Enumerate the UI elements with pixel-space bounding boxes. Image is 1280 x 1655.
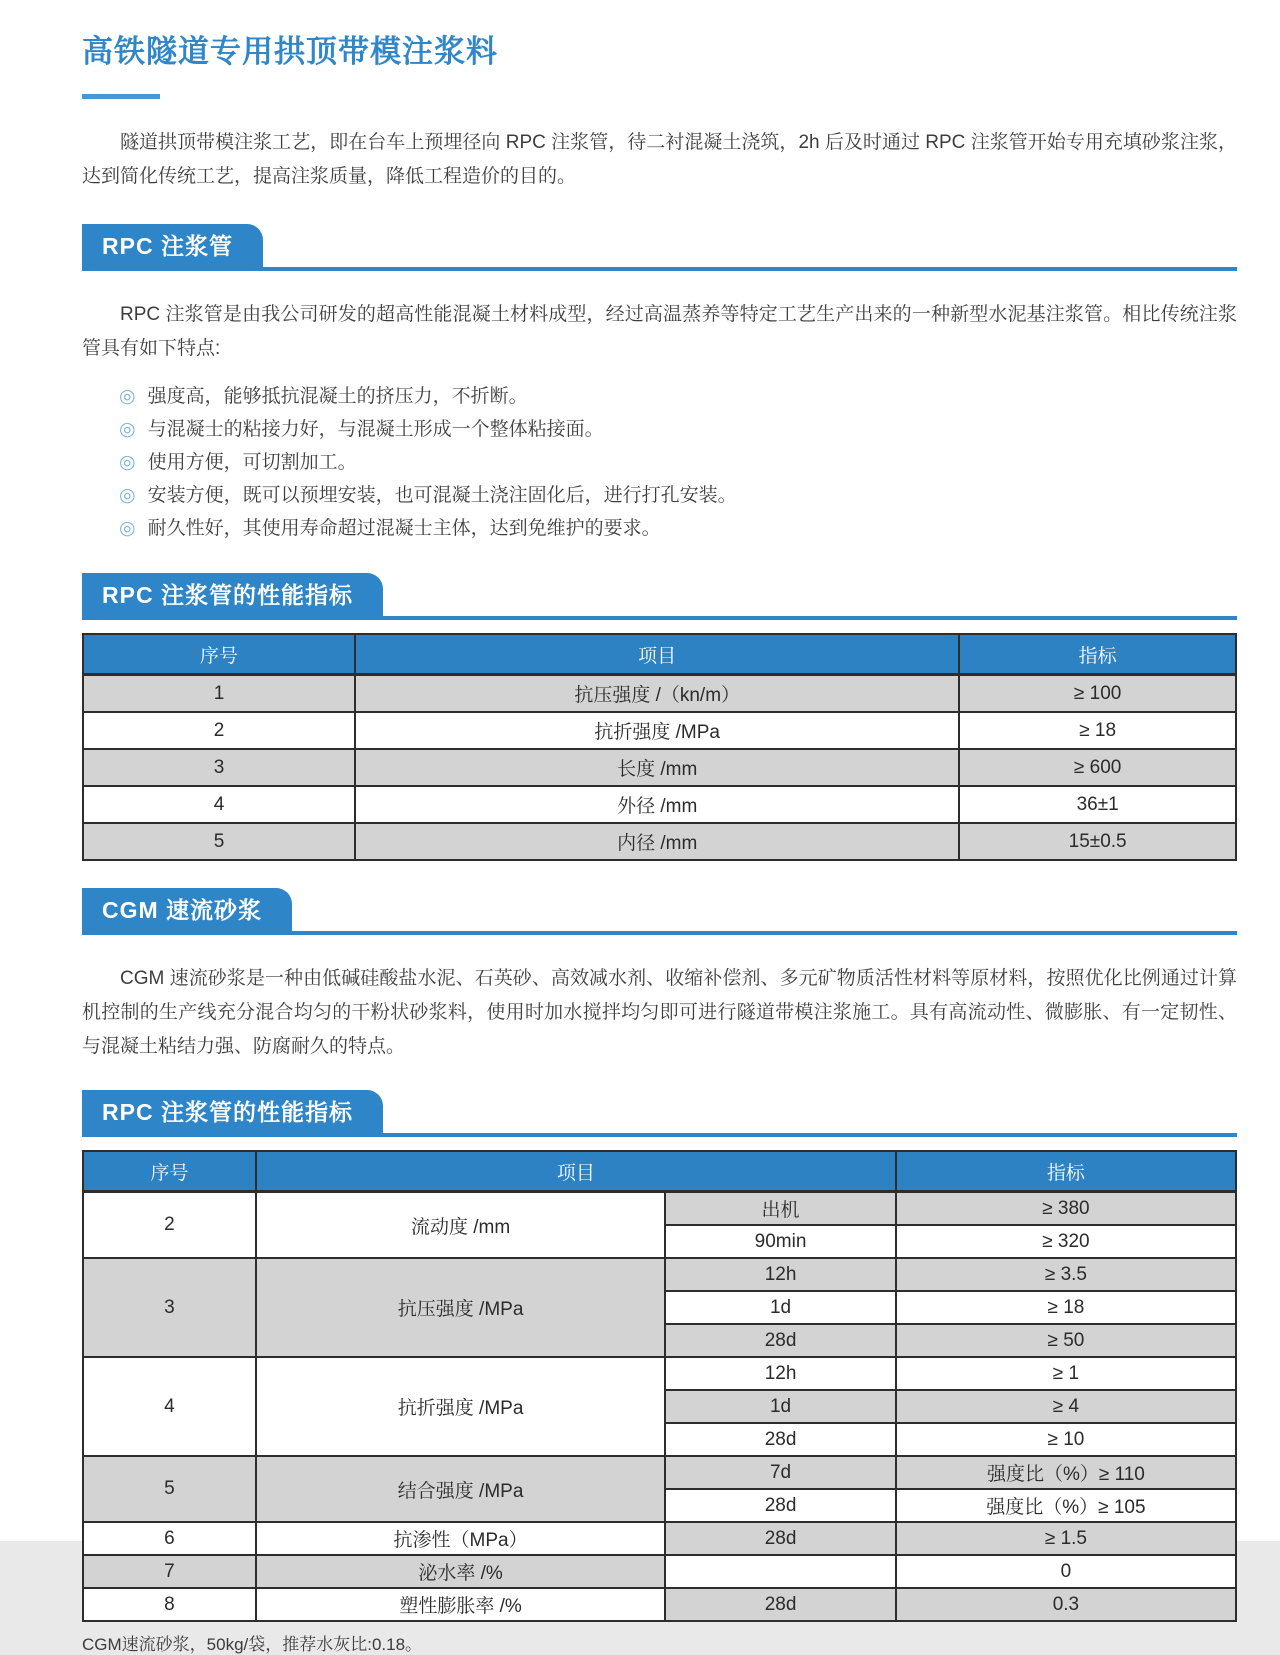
cell-no: 4 [83, 1357, 256, 1456]
page-title: 高铁隧道专用拱顶带模注浆料 [82, 34, 498, 69]
section-cgm-table-header-row [82, 1090, 1237, 1137]
feature-text: 强度高，能够抵抗混凝土的挤压力，不折断。 [147, 386, 528, 407]
cell-condition: 7d [665, 1456, 896, 1489]
bullet-icon: ◎ [119, 419, 136, 440]
col-header-no: 序号 [83, 1151, 256, 1192]
table-row [83, 712, 1236, 749]
feature-text: 耐久性好，其使用寿命超过混凝士主体，达到免维护的要求。 [147, 518, 661, 539]
cell-condition [665, 1555, 896, 1588]
table-row [83, 1192, 1236, 1226]
table-row [83, 823, 1236, 860]
cgm-performance-table [82, 1150, 1237, 1622]
footnote: CGM速流砂浆，50kg/袋，推荐水灰比:0.18。 [82, 1635, 423, 1654]
rpc-table-head [83, 634, 1236, 675]
cgm-table-head [83, 1151, 1236, 1192]
bullet-icon: ◎ [119, 386, 136, 407]
cell-index: ≥ 380 [896, 1192, 1236, 1226]
cell-no: 5 [83, 823, 355, 860]
cell-index: ≥ 3.5 [896, 1258, 1236, 1291]
col-header-index: 指标 [896, 1151, 1236, 1192]
bullet-icon: ◎ [119, 485, 136, 506]
section-cgm-header-row [82, 888, 1237, 935]
cell-condition: 12h [665, 1258, 896, 1291]
cell-index: ≥ 320 [896, 1225, 1236, 1258]
cell-index: ≥ 100 [959, 675, 1236, 713]
cell-no: 3 [83, 1258, 256, 1357]
bullet-icon: ◎ [119, 518, 136, 539]
feature-text: 使用方便，可切割加工。 [147, 452, 357, 473]
cell-item: 抗折强度 /MPa [355, 712, 959, 749]
rpc-pipe-description: RPC 注浆管是由我公司研发的超高性能混凝土材料成型，经过高温蒸养等特定工艺生产出来的一种新型水泥基注浆管。相比传统注浆管具有如下特点: [82, 304, 1237, 359]
cell-no: 2 [83, 1192, 256, 1259]
cell-item: 内径 /mm [355, 823, 959, 860]
table-row [83, 1456, 1236, 1489]
cell-no: 4 [83, 786, 355, 823]
table-row [83, 1357, 1236, 1390]
cell-item: 塑性膨胀率 /% [256, 1588, 665, 1621]
feature-text: 安装方便，既可以预埋安装，也可混凝土浇注固化后，进行打孔安装。 [147, 485, 737, 506]
cell-no: 7 [83, 1555, 256, 1588]
feature-item [119, 479, 1237, 512]
cell-condition: 28d [665, 1588, 896, 1621]
cell-index: ≥ 600 [959, 749, 1236, 786]
table-row [83, 1522, 1236, 1555]
cell-item: 抗折强度 /MPa [256, 1357, 665, 1456]
cell-index: ≥ 4 [896, 1390, 1236, 1423]
table-row [83, 786, 1236, 823]
cell-condition: 28d [665, 1489, 896, 1522]
cell-item: 外径 /mm [355, 786, 959, 823]
cell-index: 0 [896, 1555, 1236, 1588]
section-heading-rpc-pipe: RPC 注浆管 [82, 224, 263, 267]
cgm-table-body [83, 1192, 1236, 1622]
section-heading-rpc-table: RPC 注浆管的性能指标 [82, 573, 383, 616]
feature-item [119, 512, 1237, 545]
section-heading-cgm-table: RPC 注浆管的性能指标 [82, 1090, 383, 1133]
cell-no: 5 [83, 1456, 256, 1522]
cell-condition: 28d [665, 1423, 896, 1456]
section-heading-cgm: CGM 速流砂浆 [82, 888, 292, 931]
table-row [83, 675, 1236, 713]
section-rpc-pipe-header-row [82, 224, 1237, 271]
cell-index: ≥ 10 [896, 1423, 1236, 1456]
feature-text: 与混凝士的粘接力好，与混凝土形成一个整体粘接面。 [147, 419, 604, 440]
col-header-item: 项目 [355, 634, 959, 675]
cgm-description: CGM 速流砂浆是一种由低碱硅酸盐水泥、石英砂、高效减水剂、收缩补偿剂、多元矿物质活性材料等原材料，按照优化比例通过计算机控制的生产线充分混合均匀的干粉状砂浆料，使用时加水搅拌均匀即可进行隧道带模注浆施工。具有高流动性、微膨胀、有一定韧性、与混凝土粘结力强、防腐耐久的特点。 [82, 968, 1237, 1057]
intro-paragraph: 隧道拱顶带模注浆工艺，即在台车上预埋径向 RPC 注浆管，待二衬混凝土浇筑，2h 后及时通过 RPC 注浆管开始专用充填砂浆注浆，达到简化传统工艺，提高注浆质量，降低工程造价的目的。 [82, 132, 1237, 187]
cell-index: ≥ 1 [896, 1357, 1236, 1390]
cell-no: 2 [83, 712, 355, 749]
table-row [83, 1555, 1236, 1588]
cell-no: 1 [83, 675, 355, 713]
table-row [83, 749, 1236, 786]
table-row [83, 1258, 1236, 1291]
section-rpc-table-header-row [82, 573, 1237, 620]
content-area [82, 0, 1237, 1655]
rpc-table-body [83, 675, 1236, 861]
cell-condition: 90min [665, 1225, 896, 1258]
col-header-item: 项目 [256, 1151, 896, 1192]
title-underline [82, 94, 160, 99]
cell-index: ≥ 18 [896, 1291, 1236, 1324]
cell-item: 抗压强度 /MPa [256, 1258, 665, 1357]
cell-item: 抗压强度 /（kn/m） [355, 675, 959, 713]
cell-condition: 1d [665, 1390, 896, 1423]
cell-index: ≥ 1.5 [896, 1522, 1236, 1555]
cell-index: 15±0.5 [959, 823, 1236, 860]
feature-list [82, 380, 1237, 545]
feature-item [119, 380, 1237, 413]
col-header-no: 序号 [83, 634, 355, 675]
cell-no: 6 [83, 1522, 256, 1555]
header-row [83, 634, 1236, 675]
header-row [83, 1151, 1236, 1192]
cell-index: ≥ 18 [959, 712, 1236, 749]
col-header-index: 指标 [959, 634, 1236, 675]
cell-index: 0.3 [896, 1588, 1236, 1621]
cell-item: 抗渗性（MPa） [256, 1522, 665, 1555]
cell-no: 3 [83, 749, 355, 786]
rpc-performance-table [82, 633, 1237, 861]
feature-item [119, 413, 1237, 446]
cell-index: 强度比（%）≥ 110 [896, 1456, 1236, 1489]
cell-condition: 28d [665, 1324, 896, 1357]
cell-item: 泌水率 /% [256, 1555, 665, 1588]
cell-item: 长度 /mm [355, 749, 959, 786]
cell-index: 强度比（%）≥ 105 [896, 1489, 1236, 1522]
table-row [83, 1588, 1236, 1621]
cell-condition: 出机 [665, 1192, 896, 1226]
cell-no: 8 [83, 1588, 256, 1621]
cell-condition: 28d [665, 1522, 896, 1555]
cell-index: 36±1 [959, 786, 1236, 823]
cell-condition: 12h [665, 1357, 896, 1390]
bullet-icon: ◎ [119, 452, 136, 473]
cell-index: ≥ 50 [896, 1324, 1236, 1357]
cell-condition: 1d [665, 1291, 896, 1324]
feature-item [119, 446, 1237, 479]
cell-item: 流动度 /mm [256, 1192, 665, 1259]
cell-item: 结合强度 /MPa [256, 1456, 665, 1522]
